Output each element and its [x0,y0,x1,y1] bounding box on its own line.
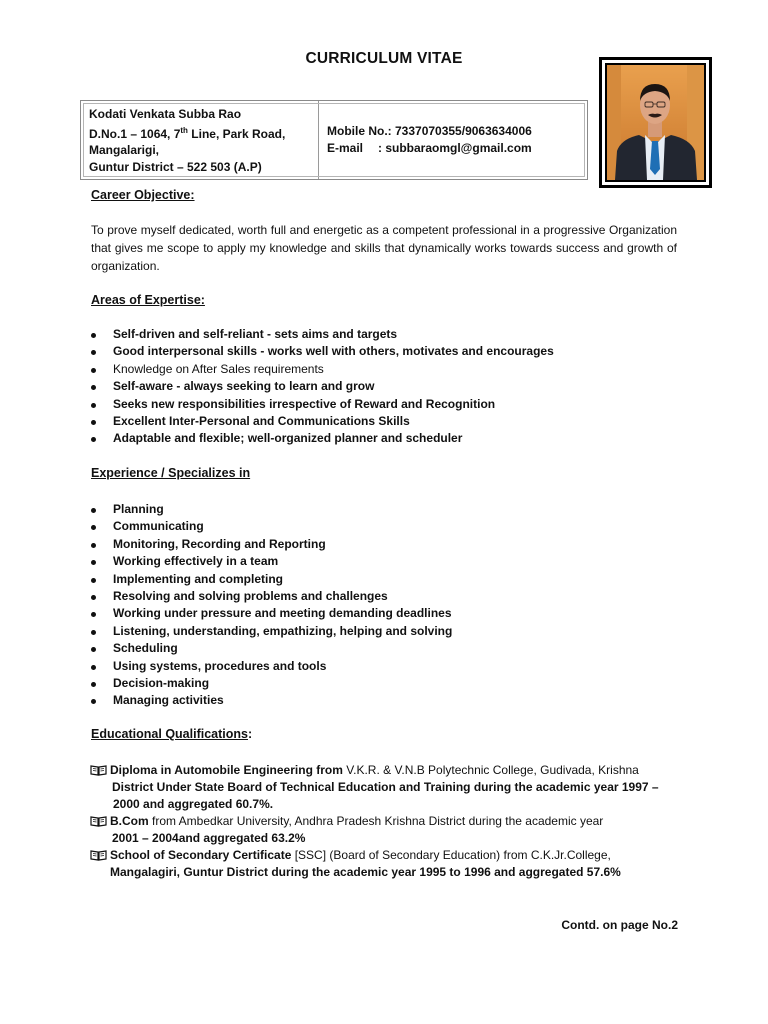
education-heading-colon: : [247,727,253,741]
education-line: Mangalagiri, Guntur District during the academic year 1995 to 1996 and aggregated 57.6% [110,865,621,879]
contact-table [80,100,588,180]
education-line: 2000 and aggregated 60.7%. [113,797,274,811]
list-item [90,762,680,813]
address-line-1-sup: th [180,125,188,135]
list-item: Good interpersonal skills - works well with others, motivates and encourages [91,343,651,360]
list-item: Knowledge on After Sales requirements [91,361,651,378]
address-line-3: Guntur District – 522 503 (A.P) [89,159,262,174]
education-detail: [SSC] (Board of Secondary Education) from C.K.Jr.College, [294,848,611,862]
list-item: Resolving and solving problems and challenges [91,588,651,605]
education-line: District Under State Board of Technical Education and Training during the academic year 1997 – [112,780,659,794]
education-line: 2001 – 2004and aggregated 63.2% [112,831,306,845]
continued-note: Contd. on page No.2 [561,918,678,932]
email-row [327,140,587,157]
profile-photo [599,57,712,188]
education-heading-wrap [91,727,252,741]
list-item: Scheduling [91,640,651,657]
contact-cell [319,101,587,179]
list-item [90,813,680,847]
expertise-list [91,326,651,448]
list-item: Adaptable and flexible; well-organized planner and scheduler [91,430,651,447]
list-item: Excellent Inter-Personal and Communications Skills [91,413,651,430]
education-title: School of Secondary Certificate [110,848,295,862]
book-icon [90,764,107,776]
list-item: Planning [91,501,651,518]
experience-heading: Experience / Specializes in [91,466,251,480]
candidate-name: Kodati Venkata Subba Rao [89,107,242,121]
list-item: Listening, understanding, empathizing, helping and solving [91,623,651,640]
education-detail: V.K.R. & V.N.B Polytechnic College, Gudivada, Krishna [346,763,639,777]
email-value: : subbaraomgl@gmail.com [378,140,532,155]
list-item: Monitoring, Recording and Reporting [91,536,651,553]
education-heading: Educational Qualifications [91,727,248,741]
list-item: Managing activities [91,692,651,709]
expertise-heading: Areas of Expertise: [91,293,205,307]
page-title: CURRICULUM VITAE [305,50,463,67]
list-item: Seeks new responsibilities irrespective of Reward and Recognition [91,396,651,413]
address-line-1 [89,123,318,143]
portrait-image [607,65,704,180]
career-objective-heading: Career Objective: [91,188,195,202]
education-list [90,762,680,881]
list-item: Working under pressure and meeting demanding deadlines [91,605,651,622]
list-item: Decision-making [91,675,651,692]
mobile-number: Mobile No.: 7337070355/9063634006 [327,124,532,138]
list-item: Using systems, procedures and tools [91,658,651,675]
book-icon [90,849,107,861]
list-item: Working effectively in a team [91,553,651,570]
list-item: Implementing and completing [91,571,651,588]
email-label: E-mail [327,140,364,155]
address-line-2: Mangalarigi, [89,143,160,157]
education-title: Diploma in Automobile Engineering from [110,763,347,777]
education-detail: from Ambedkar University, Andhra Pradesh Krishna District during the academic year [152,814,604,828]
list-item: Communicating [91,518,651,535]
education-title: B.Com [110,814,152,828]
list-item [90,847,680,881]
book-icon [90,815,107,827]
list-item: Self-driven and self-reliant - sets aims and targets [91,326,651,343]
address-line-1-rest: Line, Park Road, [187,126,286,141]
list-item: Self-aware - always seeking to learn and grow [91,378,651,395]
address-cell [81,101,319,179]
experience-list [91,501,651,710]
address-line-1-text: D.No.1 – 1064, 7 [89,126,181,141]
career-objective-text: To prove myself dedicated, worth full and energetic as a competent professional in a progressive Organization that gives me scope to apply my knowledge and skills that dynamically works towards success and growth of organization. [91,223,677,273]
